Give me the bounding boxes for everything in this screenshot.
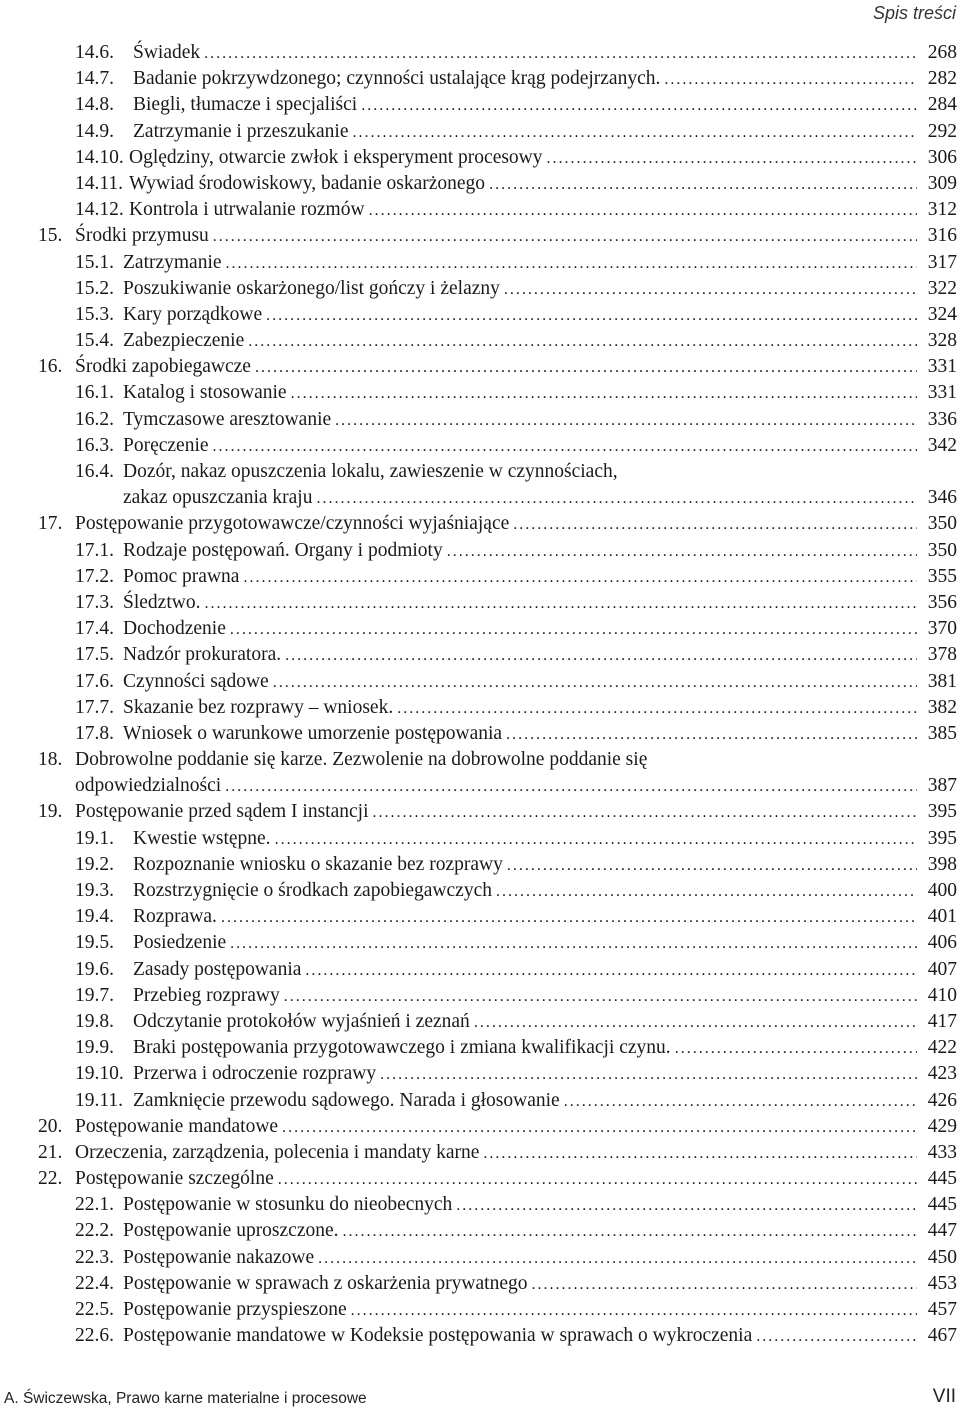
toc-entry-page: 395 (927, 801, 957, 823)
toc-entry-title: Postępowanie szczególne (75, 1168, 274, 1190)
toc-entry-page: 346 (927, 487, 957, 509)
toc-leader-dots (266, 303, 917, 329)
toc-entry-title: Postępowanie mandatowe (75, 1115, 279, 1137)
toc-entry[interactable] (38, 930, 960, 956)
toc-entry-page: 336 (927, 408, 957, 430)
toc-entry-page: 445 (927, 1168, 957, 1190)
toc-entry-number: 22.6. (75, 1325, 114, 1347)
toc-entry-number: 16. (38, 356, 63, 378)
toc-entry-title: Kontrola i utrwalanie rozmów (129, 199, 365, 221)
toc-entry-number: 19. (38, 801, 63, 823)
toc-entry-page: 324 (927, 303, 957, 325)
toc-entry[interactable] (38, 538, 960, 564)
toc-leader-dots (204, 41, 917, 67)
toc-leader-dots (284, 984, 917, 1010)
toc-entry[interactable] (38, 983, 960, 1009)
toc-entry-number: 14.8. (75, 94, 114, 116)
toc-leader-dots (397, 696, 917, 722)
toc-entry-number: 17.4. (75, 618, 114, 640)
toc-entry-page: 284 (927, 94, 957, 116)
toc-leader-dots (547, 146, 917, 172)
toc-entry-title: Postępowanie przed sądem I instancji (75, 801, 369, 823)
toc-leader-dots (230, 931, 917, 957)
toc-entry-title: Rozprawa. (133, 906, 217, 928)
toc-entry-title: Poręczenie (123, 434, 209, 456)
toc-entry-number: 22. (38, 1168, 63, 1190)
section-header: Spis treści (872, 3, 956, 23)
toc-entry-title: Braki postępowania przygotowawczego i zmiana kwalifikacji czynu. (133, 1037, 671, 1059)
toc-entry[interactable] (38, 904, 960, 930)
toc-entry-number: 20. (38, 1115, 63, 1137)
toc-entry-title: Śledztwo. (123, 591, 201, 613)
toc-entry-number: 22.2. (75, 1220, 114, 1242)
toc-leader-dots (474, 1010, 917, 1036)
toc-entry[interactable] (38, 1088, 960, 1114)
toc-leader-dots (318, 1246, 917, 1272)
toc-entry-number: 16.3. (75, 434, 114, 456)
toc-entry-title: Katalog i stosowanie (123, 382, 287, 404)
toc-entry-title: Zatrzymanie (123, 251, 222, 273)
toc-entry-title: Postępowanie przygotowawcze/czynności wyjaśniające (75, 513, 510, 535)
toc-entry[interactable] (38, 328, 960, 354)
toc-entry[interactable] (38, 1140, 960, 1166)
toc-entry-number: 17.8. (75, 722, 114, 744)
toc-leader-dots (343, 1219, 917, 1245)
toc-entry[interactable] (38, 145, 960, 171)
toc-entry-page: 322 (927, 277, 957, 299)
toc-leader-dots (226, 251, 917, 277)
toc-entry-number: 16.1. (75, 382, 114, 404)
toc-entry[interactable] (38, 1192, 960, 1218)
toc-entry-number: 14.9. (75, 120, 114, 142)
toc-entry-number: 19.7. (75, 984, 114, 1006)
toc-entry[interactable] (38, 276, 960, 302)
toc-entry-number: 17.7. (75, 696, 114, 718)
toc-entry-page: 309 (927, 172, 957, 194)
toc-entry-number: 15.4. (75, 330, 114, 352)
toc-entry-page: 426 (927, 1089, 957, 1111)
toc-entry[interactable] (38, 1114, 960, 1140)
toc-leader-dots (564, 1089, 917, 1115)
toc-entry[interactable] (38, 1218, 960, 1244)
toc-entry-title: Badanie pokrzywdzonego; czynności ustalające krąg podejrzanych. (133, 68, 661, 90)
toc-leader-dots (506, 722, 917, 748)
toc-entry-page: 381 (927, 670, 957, 692)
toc-entry-number: 17.6. (75, 670, 114, 692)
toc-entry-page: 350 (927, 513, 957, 535)
toc-entry-title: Środki przymusu (75, 225, 209, 247)
toc-entry-page: 422 (927, 1037, 957, 1059)
toc-entry-number: 19.1. (75, 827, 114, 849)
toc-leader-dots (221, 905, 917, 931)
toc-entry-page: 398 (927, 853, 957, 875)
toc-entry-title: Wywiad środowiskowy, badanie oskarżonego (129, 172, 486, 194)
toc-entry-page: 457 (927, 1299, 957, 1320)
toc-entry-title: Przebieg rozprawy (133, 984, 280, 1006)
toc-entry-number: 15.1. (75, 251, 114, 273)
toc-entry[interactable] (38, 197, 960, 223)
toc-entry-page: 382 (927, 696, 957, 718)
toc-leader-dots (335, 408, 917, 434)
toc-entry-title: Oględziny, otwarcie zwłok i eksperyment procesowy (129, 146, 543, 168)
toc-entry-page: 292 (927, 120, 957, 142)
toc-entry-number: 14.7. (75, 68, 114, 90)
toc-entry-title: Zamknięcie przewodu sądowego. Narada i głosowanie (133, 1089, 560, 1111)
toc-entry-number: 19.4. (75, 906, 114, 928)
toc-leader-dots (291, 381, 917, 407)
toc-entry-title: Dozór, nakaz opuszczenia lokalu, zawieszenie w czynnościach, (123, 461, 618, 482)
toc-entry[interactable] (38, 695, 960, 721)
toc-entry-page: 445 (927, 1194, 957, 1216)
toc-entry-title: Postępowanie w stosunku do nieobecnych (123, 1194, 453, 1216)
toc-entry[interactable] (38, 826, 960, 852)
toc-entry-number: 17.5. (75, 644, 114, 666)
toc-leader-dots (278, 1167, 917, 1193)
toc-entry-title: Nadzór prokuratora. (123, 644, 282, 666)
toc-entry-title: Dobrowolne poddanie się karze. Zezwolenie na dobrowolne poddanie się (75, 749, 648, 771)
toc-entry[interactable] (38, 92, 960, 118)
toc-entry-page: 406 (927, 932, 957, 954)
toc-entry-page: 387 (927, 775, 957, 797)
toc-leader-dots (273, 670, 917, 696)
toc-entry-page: 316 (927, 225, 957, 247)
toc-entry-number: 19.8. (75, 1010, 114, 1032)
toc-entry-title: zakaz opuszczania kraju (123, 487, 313, 509)
toc-entry-page: 410 (927, 984, 957, 1006)
toc-entry[interactable] (38, 747, 960, 773)
toc-entry-title: Skazanie bez rozprawy – wniosek. (123, 696, 394, 718)
toc-entry[interactable] (38, 590, 960, 616)
toc-entry[interactable] (38, 433, 960, 459)
toc-entry[interactable] (38, 407, 960, 433)
toc-entry[interactable] (38, 642, 960, 668)
toc-entry-title: Środki zapobiegawcze (75, 356, 251, 378)
toc-leader-dots (230, 617, 917, 643)
toc-entry-title: Kary porządkowe (123, 303, 263, 325)
toc-entry-page: 328 (927, 330, 957, 352)
toc-entry-page: 450 (927, 1246, 957, 1268)
table-of-contents (38, 40, 960, 1349)
toc-entry-number: 16.4. (75, 461, 114, 482)
toc-entry[interactable] (38, 1009, 960, 1035)
toc-leader-dots (664, 67, 917, 93)
toc-entry-page: 395 (927, 827, 957, 849)
toc-entry-title: Kwestie wstępne. (133, 827, 271, 849)
toc-entry[interactable] (38, 1297, 960, 1323)
toc-entry-title: Postępowanie przyspieszone (123, 1299, 347, 1320)
toc-entry-number: 22.4. (75, 1272, 114, 1294)
toc-entry-page: 342 (927, 434, 957, 456)
toc-entry-number: 19.11. (75, 1089, 124, 1111)
toc-leader-dots (352, 120, 917, 146)
toc-leader-dots (285, 643, 917, 669)
toc-entry-page: 356 (927, 591, 957, 613)
toc-entry-page: 453 (927, 1272, 957, 1294)
toc-entry-number: 14.10. (75, 146, 124, 168)
toc-entry-number: 19.10. (75, 1063, 124, 1085)
toc-leader-dots (351, 1298, 917, 1324)
toc-entry-number: 15.3. (75, 303, 114, 325)
toc-leader-dots (447, 539, 917, 565)
toc-entry-page: 331 (927, 382, 957, 404)
toc-entry-number: 16.2. (75, 408, 114, 430)
toc-entry[interactable] (38, 485, 960, 511)
toc-entry-title: Rodzaje postępowań. Organy i podmioty (123, 539, 443, 561)
toc-entry[interactable] (38, 302, 960, 328)
toc-leader-dots (756, 1324, 917, 1350)
toc-entry[interactable] (38, 1166, 960, 1192)
toc-entry[interactable] (38, 40, 960, 66)
toc-leader-dots (204, 591, 917, 617)
toc-entry[interactable] (38, 721, 960, 747)
toc-entry[interactable] (38, 564, 960, 590)
footer-page-number: VII (932, 1386, 956, 1407)
toc-leader-dots (275, 827, 917, 853)
toc-entry-title: Zabezpieczenie (123, 330, 245, 352)
toc-entry-page: 282 (927, 68, 957, 90)
toc-entry-number: 14.6. (75, 42, 114, 63)
toc-entry-number: 22.3. (75, 1246, 114, 1268)
toc-entry-title: Pomoc prawna (123, 565, 240, 587)
toc-leader-dots (507, 853, 917, 879)
toc-entry-page: 350 (927, 539, 957, 561)
toc-entry-page: 370 (927, 618, 957, 640)
toc-leader-dots (361, 93, 917, 119)
toc-entry-page: 433 (927, 1141, 957, 1163)
toc-leader-dots (213, 434, 917, 460)
toc-entry-page: 423 (927, 1063, 957, 1085)
toc-entry-title: Postępowanie mandatowe w Kodeksie postępowania w sprawach o wykroczenia (123, 1325, 753, 1347)
toc-entry-title: Świadek (133, 42, 201, 63)
toc-entry[interactable] (38, 878, 960, 904)
toc-entry[interactable] (38, 380, 960, 406)
toc-leader-dots (369, 198, 917, 224)
toc-entry-title: Odczytanie protokołów wyjaśnień i zeznań (133, 1010, 470, 1032)
toc-leader-dots (373, 800, 918, 826)
toc-entry-title: Rozpoznanie wniosku o skazanie bez rozprawy (133, 853, 503, 875)
toc-entry-page: 355 (927, 565, 957, 587)
toc-entry-page: 385 (927, 722, 957, 744)
toc-entry-page: 312 (927, 199, 957, 221)
toc-leader-dots (225, 774, 917, 800)
toc-leader-dots (380, 1062, 917, 1088)
toc-entry[interactable] (38, 171, 960, 197)
toc-leader-dots (305, 958, 917, 984)
toc-leader-dots (483, 1141, 917, 1167)
toc-entry-number: 17.1. (75, 539, 114, 561)
toc-entry-number: 19.3. (75, 880, 114, 901)
toc-entry[interactable] (38, 119, 960, 145)
toc-entry-title: Wniosek o warunkowe umorzenie postępowania (123, 722, 503, 744)
toc-leader-dots (496, 879, 917, 905)
toc-entry-title: Zatrzymanie i przeszukanie (133, 120, 349, 142)
toc-leader-dots (531, 1272, 917, 1298)
toc-entry[interactable] (38, 459, 960, 485)
toc-entry-title: Tymczasowe aresztowanie (123, 408, 332, 430)
toc-entry-title: Przerwa i odroczenie rozprawy (133, 1063, 377, 1085)
toc-entry-number: 14.12. (75, 199, 124, 221)
toc-entry-title: Dochodzenie (123, 618, 226, 640)
toc-entry-number: 22.1. (75, 1194, 114, 1216)
toc-entry-page: 331 (927, 356, 957, 378)
toc-entry-title: Postępowanie w sprawach z oskarżenia prywatnego (123, 1272, 528, 1294)
toc-entry[interactable] (38, 511, 960, 537)
toc-leader-dots (243, 565, 917, 591)
toc-entry[interactable] (38, 1245, 960, 1271)
toc-entry-title: Zasady postępowania (133, 958, 302, 980)
toc-entry-number: 17. (38, 513, 63, 535)
toc-leader-dots (513, 512, 917, 538)
toc-entry-title: Orzeczenia, zarządzenia, polecenia i mandaty karne (75, 1141, 480, 1163)
toc-entry-title: Czynności sądowe (123, 670, 269, 692)
toc-entry[interactable] (38, 799, 960, 825)
toc-entry-page: 429 (927, 1115, 957, 1137)
toc-entry-page: 417 (927, 1010, 957, 1032)
toc-entry-page: 407 (927, 958, 957, 980)
toc-entry-number: 19.2. (75, 853, 114, 875)
toc-entry-page: 467 (927, 1325, 957, 1347)
toc-entry[interactable] (38, 354, 960, 380)
toc-leader-dots (675, 1036, 917, 1062)
toc-entry-page: 268 (927, 42, 957, 63)
toc-entry[interactable] (38, 773, 960, 799)
toc-leader-dots (456, 1193, 917, 1219)
toc-entry-title: Biegli, tłumacze i specjaliści (133, 94, 358, 116)
toc-entry-page: 378 (927, 644, 957, 666)
toc-entry[interactable] (38, 1271, 960, 1297)
toc-entry-title: Posiedzenie (133, 932, 227, 954)
toc-entry[interactable] (38, 1035, 960, 1061)
toc-entry-title: Rozstrzygnięcie o środkach zapobiegawczych (133, 880, 492, 901)
toc-entry-number: 15.2. (75, 277, 114, 299)
toc-leader-dots (316, 486, 917, 512)
toc-leader-dots (489, 172, 917, 198)
toc-leader-dots (282, 1115, 917, 1141)
toc-leader-dots (255, 355, 917, 381)
toc-entry-page: 400 (927, 880, 957, 901)
toc-leader-dots (213, 224, 917, 250)
toc-entry-number: 19.9. (75, 1037, 114, 1059)
toc-entry-number: 17.3. (75, 591, 114, 613)
toc-entry-number: 22.5. (75, 1299, 114, 1320)
toc-entry[interactable] (38, 957, 960, 983)
toc-entry-page: 306 (927, 146, 957, 168)
toc-entry[interactable] (38, 223, 960, 249)
toc-entry[interactable] (38, 852, 960, 878)
toc-leader-dots (248, 329, 917, 355)
toc-entry-title: odpowiedzialności (75, 775, 222, 797)
toc-entry[interactable] (38, 250, 960, 276)
toc-entry-title: Postępowanie uproszczone. (123, 1220, 339, 1242)
toc-entry-number: 17.2. (75, 565, 114, 587)
toc-entry[interactable] (38, 66, 960, 92)
toc-entry-number: 19.6. (75, 958, 114, 980)
toc-entry-number: 21. (38, 1141, 63, 1163)
toc-leader-dots (504, 277, 917, 303)
toc-entry-number: 14.11. (75, 172, 124, 194)
toc-entry[interactable] (38, 669, 960, 695)
toc-entry-number: 15. (38, 225, 63, 247)
toc-entry-page: 317 (927, 251, 957, 273)
toc-entry-page: 401 (927, 906, 957, 928)
toc-entry-number: 19.5. (75, 932, 114, 954)
toc-entry-title: Postępowanie nakazowe (123, 1246, 315, 1268)
toc-entry-title: Poszukiwanie oskarżonego/list gończy i żelazny (123, 277, 500, 299)
toc-entry[interactable] (38, 616, 960, 642)
toc-entry[interactable] (38, 1061, 960, 1087)
toc-entry[interactable] (38, 1323, 960, 1349)
footer-citation: A. Świczewska, Prawo karne materialne i procesowe (4, 1390, 367, 1407)
toc-entry-number: 18. (38, 749, 63, 771)
toc-entry-page: 447 (927, 1220, 957, 1242)
